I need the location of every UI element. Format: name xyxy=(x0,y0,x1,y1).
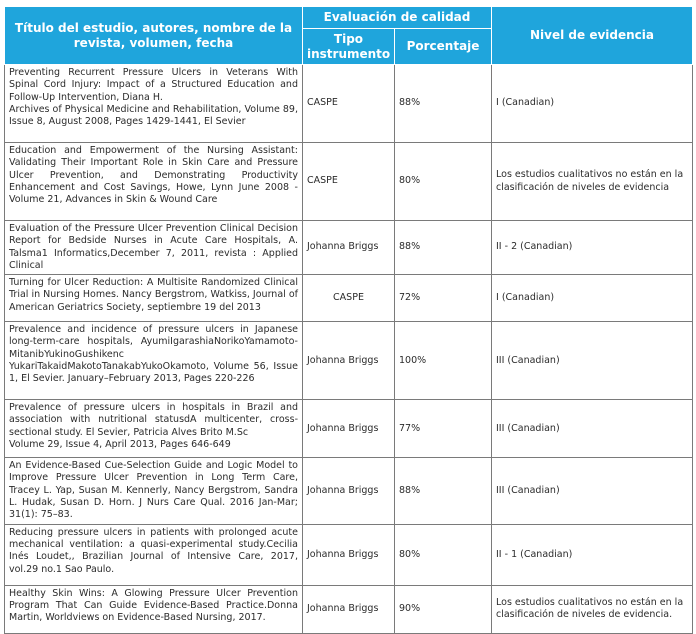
evidence-cell: I (Canadian) xyxy=(492,275,693,322)
evidence-cell: II - 2 (Canadian) xyxy=(492,221,693,275)
study-cell: Healthy Skin Wins: A Glowing Pressure Ulcer Prevention Program That Can Guide Evidence-Based Practice.Donna Martin, Worldviews on Evidence-Based Nursing, 2017. xyxy=(5,585,303,633)
instrument-cell: Johanna Briggs xyxy=(303,400,395,458)
instrument-cell: CASPE xyxy=(303,143,395,221)
table-row xyxy=(5,322,693,400)
study-cell: Reducing pressure ulcers in patients with prolonged acute mechanical ventilation: a quasi-experimental study.Cecilia Inés Loudet,, Brazilian Journal of Intensive Care, 2017, vol.29 no.1 Sao Paulo. xyxy=(5,524,303,585)
study-cell: Education and Empowerment of the Nursing Assistant: Validating Their Important Role in Skin Care and Pressure Ulcer Prevention, and Demonstrating Productivity Enhancement and Cost Savings, Howe, Lynn June 2008 - Volume 21, Advances in Skin & Wound Care xyxy=(5,143,303,221)
study-cell: An Evidence-Based Cue-Selection Guide and Logic Model to Improve Pressure Ulcer Prevention in Long Term Care, Tracey L. Yap, Susan M. Kennerly, Nancy Bergstrom, Sandra L. Hudak, Susan D. Horn. J Nurs Care Qual. 2016 Jan-Mar; 31(1): 75–83. xyxy=(5,458,303,524)
study-cell: Evaluation of the Pressure Ulcer Prevention Clinical Decision Report for Bedside Nurses in Acute Care Hospitals, A. Talsma1 Informatics,December 7, 2011, revista : Applied Clinical xyxy=(5,221,303,275)
evidence-cell: III (Canadian) xyxy=(492,400,693,458)
instrument-cell: CASPE xyxy=(303,275,395,322)
percentage-cell: 90% xyxy=(395,585,492,633)
instrument-cell: CASPE xyxy=(303,65,395,143)
evidence-cell: II - 1 (Canadian) xyxy=(492,524,693,585)
header-study: Título del estudio, autores, nombre de la revista, volumen, fecha xyxy=(5,7,303,65)
percentage-cell: 72% xyxy=(395,275,492,322)
header-instrument: Tipo instrumento xyxy=(303,29,395,65)
table-row xyxy=(5,400,693,458)
quality-evaluation-table xyxy=(4,6,693,634)
percentage-cell: 88% xyxy=(395,221,492,275)
evidence-cell: III (Canadian) xyxy=(492,322,693,400)
instrument-cell: Johanna Briggs xyxy=(303,322,395,400)
quality-evaluation-table-container xyxy=(4,6,692,634)
study-cell: Prevalence and incidence of pressure ulcers in Japanese long-term-care hospitals, AyumiIgarashiaNorikoYamamoto-MitanibYukinoGushikenc YukariTakaidMakotoTanakabYukoOkamoto, Volume 56, Issue 1, El Sevier. January–February 2013, Pages 220-226 xyxy=(5,322,303,400)
study-cell: Turning for Ulcer Reduction: A Multisite Randomized Clinical Trial in Nursing Homes. Nancy Bergstrom, Watkiss, Journal of American Geriatrics Society, septiembre 19 del 2013 xyxy=(5,275,303,322)
instrument-cell: Johanna Briggs xyxy=(303,524,395,585)
percentage-cell: 80% xyxy=(395,524,492,585)
header-percentage: Porcentaje xyxy=(395,29,492,65)
percentage-cell: 80% xyxy=(395,143,492,221)
evidence-cell: Los estudios cualitativos no están en la clasificación de niveles de evidencia xyxy=(492,143,693,221)
evidence-cell: I (Canadian) xyxy=(492,65,693,143)
evidence-cell: III (Canadian) xyxy=(492,458,693,524)
percentage-cell: 77% xyxy=(395,400,492,458)
instrument-cell: Johanna Briggs xyxy=(303,221,395,275)
table-row xyxy=(5,65,693,143)
percentage-cell: 88% xyxy=(395,458,492,524)
percentage-cell: 100% xyxy=(395,322,492,400)
table-row xyxy=(5,275,693,322)
table-row xyxy=(5,524,693,585)
table-row xyxy=(5,143,693,221)
table-row xyxy=(5,585,693,633)
table-row xyxy=(5,221,693,275)
instrument-cell: Johanna Briggs xyxy=(303,458,395,524)
instrument-cell: Johanna Briggs xyxy=(303,585,395,633)
evidence-cell: Los estudios cualitativos no están en la clasificación de niveles de evidencia. xyxy=(492,585,693,633)
percentage-cell: 88% xyxy=(395,65,492,143)
study-cell: Preventing Recurrent Pressure Ulcers in Veterans With Spinal Cord Injury: Impact of a Structured Education and Follow-Up Intervention, Diana H. Archives of Physical Medicine and Rehabilitation, Volume 89, Issue 8, August 2008, Pages 1429-1441, El Sevier xyxy=(5,65,303,143)
study-cell: Prevalence of pressure ulcers in hospitals in Brazil and association with nutritional statusdA multicenter, cross-sectional study. El Sevier, Patricia Alves Brito M.Sc Volume 29, Issue 4, April 2013, Pages 646-649 xyxy=(5,400,303,458)
header-evidence: Nivel de evidencia xyxy=(492,7,693,65)
header-quality-group: Evaluación de calidad xyxy=(303,7,492,29)
table-row xyxy=(5,458,693,524)
